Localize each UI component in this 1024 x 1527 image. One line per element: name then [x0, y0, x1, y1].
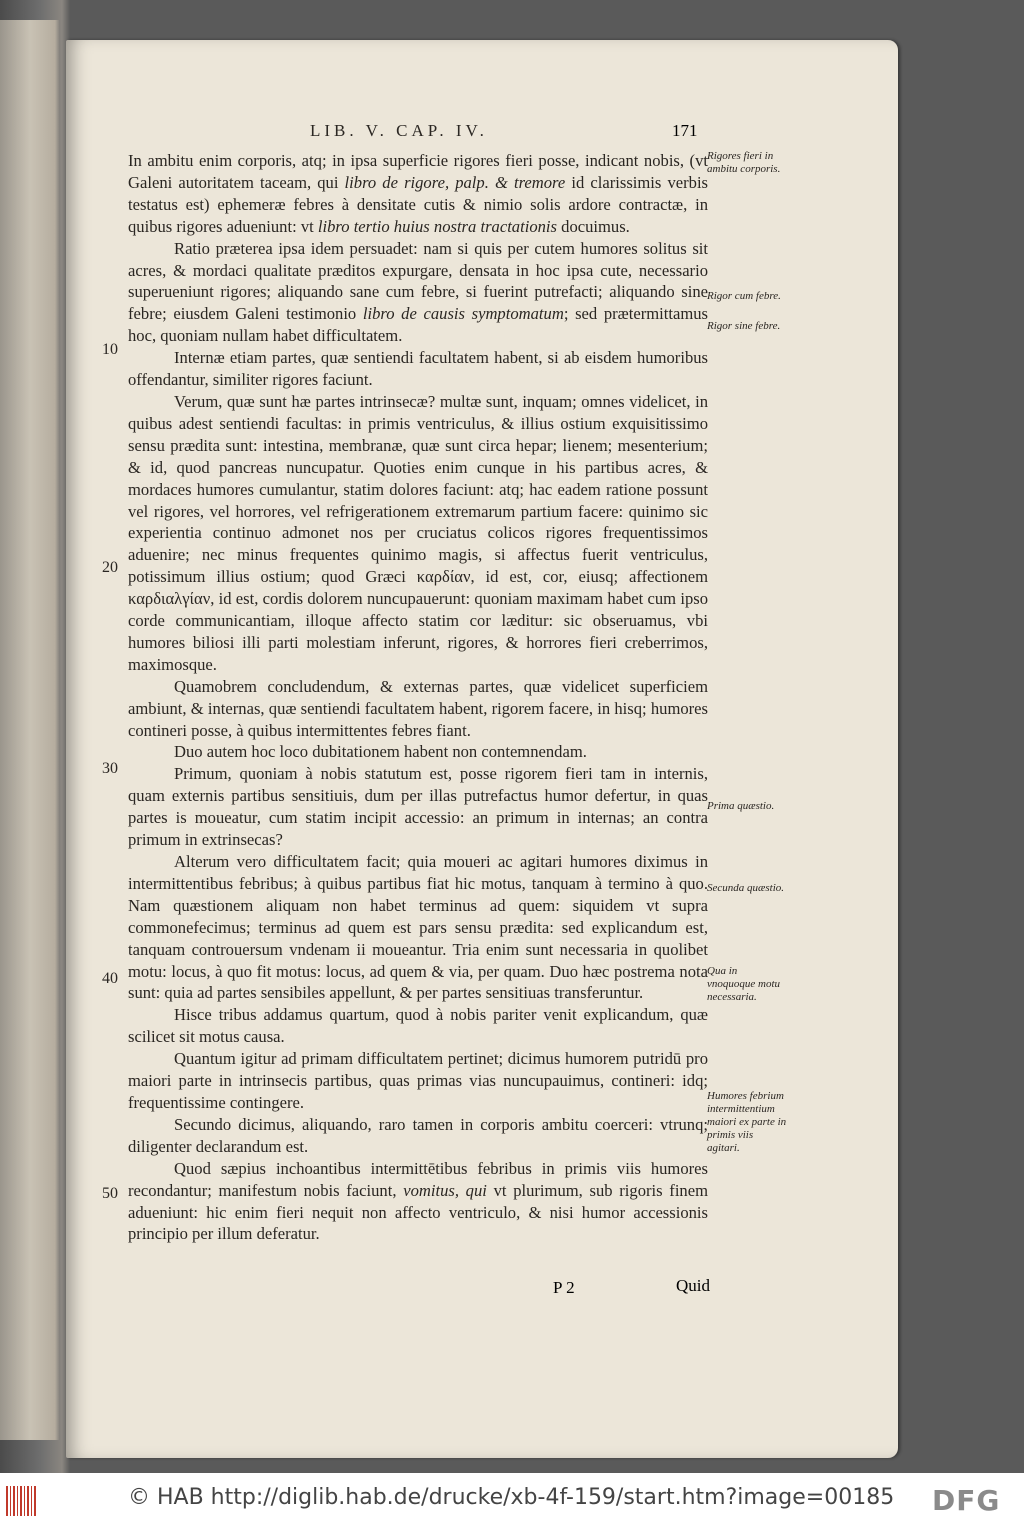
line-number-50: 50	[102, 1185, 118, 1202]
signature-mark: P 2	[553, 1278, 575, 1297]
previous-page-edge	[0, 20, 60, 1440]
marginal-note: Humores febrium intermittentium maiori ex parte in primis viis agitari.	[707, 1090, 787, 1154]
line-number-30: 30	[102, 760, 118, 777]
marginal-note: Rigor sine febre.	[707, 320, 781, 332]
marginal-note: Rigores fieri in ambitu corporis.	[707, 150, 781, 175]
copyright-link[interactable]: © HAB http://diglib.hab.de/drucke/xb-4f-159/start.htm?image=00185	[128, 1485, 895, 1510]
page-number: 171	[672, 121, 698, 140]
marginal-note: Secunda quæstio.	[707, 882, 784, 894]
marginal-note: Prima quæstio.	[707, 800, 775, 812]
line-number-20: 20	[102, 559, 118, 576]
marginal-note: Qua in vnoquoque motu necessaria.	[707, 965, 781, 1003]
dfg-logo: DFG	[932, 1484, 1001, 1517]
catchword: Quid	[676, 1276, 710, 1295]
running-head: LIB. V. CAP. IV.	[310, 121, 488, 140]
line-number-40: 40	[102, 970, 118, 987]
line-number-10: 10	[102, 341, 118, 358]
marginal-note: Rigor cum febre.	[707, 290, 781, 302]
main-text: In ambitu enim corporis, atq; in ipsa superficie rigores fieri posse, indicant nobis, (vt Galeni autoritatem taceam, qui libro de rigore, palp. & tremore id clarissimis verbis testatus est) ephemeræ febres à densitate cutis & nimio solis ardore contractæ, in quibus rigores adueniunt: vt libro tertio huius nostra tractationis docuimus. Ratio præterea ipsa idem persuadet: nam si quis per cutem humores solitus sit acres, & mordaci qualitate præditos expurgare, densata in hoc ipsa cute, necessario superueniunt rigores; aliquando sane cum febre, si fuerint putrefacti; aliquando sine febre; eiusdem Galeni testimonio libro de causis symptomatum; sed prætermittamus hoc, quoniam nullam habet difficultatem. Internæ etiam partes, quæ sentiendi facultatem habent, si ab eisdem humoribus offendantur, similiter rigores faciunt. Verum, quæ sunt hæ partes intrinsecæ? multæ sunt, inquam; omnes videlicet, in quibus adest sentiendi facultas: in primis ventriculus, & illius ostium exquisitissimo sensu prædita sunt: intestina, membranæ, quæ sunt circa hepar; lienem; mesenterium; & id, quod pancreas nuncupatur. Quoties enim cunque in his partibus acres, & mordaces humores cumulantur, statim dolores faciunt: atq; hac eadem ratione possunt vel rigores, vel horrores, vel refrigerationem extremarum partium facere: quinimo sic experientia continuo admonet nos per cruciatus colicos rigores frequentissimos aduenire; nec minus frequentes quinimo magis, si affectus fuerit ventriculus, potissimum illius ostium; quod Græci καρδίαν, id est, cor, eiusq; affectionem καρδιαλγίαν, id est, cordis dolorem nuncupauerunt: quoniam maximam habet cum ipso corde communicantiam, illoque affecto statim cor læditur: sic obseruamus, vbi humores biliosi illi parti molestiam inferunt, rigores, & horrores fieri creberrimos, maximosque. Quamobrem concludendum, & externas partes, quæ videlicet superficiem ambiunt, & internas, quæ sentiendi facultatem habent, rigorem facere, in hisq; humores contineri posse, à quibus intermittentes febres fiant. Duo autem hoc loco dubitationem habent non contemnendam. Primum, quoniam à nobis statutum est, posse rigorem fieri tam in internis, quam externis partibus sensitiuis, dum per illas putrefactus humor defertur, in quas partes is moueatur, cum statim incipit accessio: an primum in internas; an contra primum in extrinsecas? Alterum vero difficultatem facit; quia moueri ac agitari humores diximus in intermittentibus febribus; à quibus partibus fiat hic motus, tanquam à termino à quo. Nam quæstionem aliquam non habet terminus ad quem: siquidem vt supra commonefecimus; terminus ad quem est pars sensu prædita: sed explicandum est, tanquam controuersum vndenam ii moueantur. Tria enim sunt necessaria in quolibet motu: locus, à quo fit motus: locus, ad quem & via, per quam. Duo hæc postrema nota sunt: quia ad partes sensibiles appellunt, & per partes sensitiuas transferuntur. Hisce tribus addamus quartum, quod à nobis pariter venit explicandum, quæ scilicet sit motus causa. Quantum igitur ad primam difficultatem pertinet; dicimus humorem putridū pro maiori parte in intrinsecis partibus, quas primas vias nuncupauimus, contineri: idq; frequentissime contingere. Secundo dicimus, aliquando, raro tamen in corporis ambitu coerceri: vtrunq; diligenter declarandum est. Quod sæpius inchoantibus intermittētibus febribus in primis viis humores recondantur; manifestum nobis faciunt, vomitus, qui vt plurimum, sub rigoris finem adueniunt: hic enim fieri nequit non affecto ventriculo, & nisi humor accessionis principio per illum deferatur.	[128, 151, 709, 1244]
barcode-icon	[6, 1486, 38, 1516]
